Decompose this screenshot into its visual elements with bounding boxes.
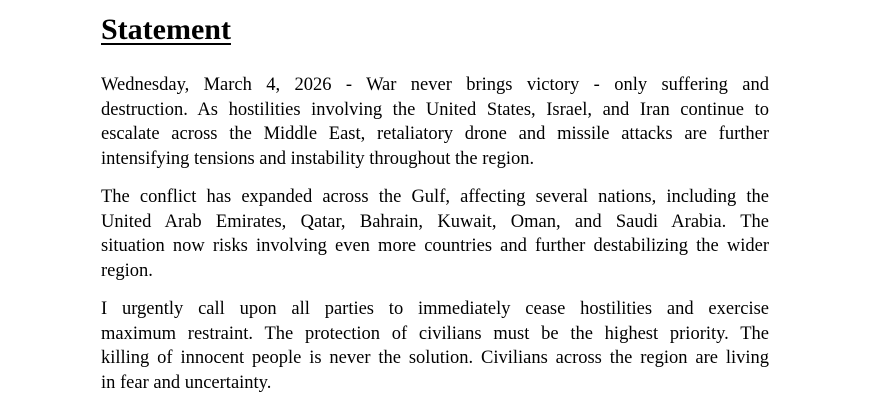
paragraph-line: destruction. As hostilities involving the United States, Israel, and Iran continue to [101, 99, 769, 120]
paragraph-line: region. [101, 260, 153, 281]
paragraph-3 [101, 297, 769, 395]
paragraph-2 [101, 185, 769, 283]
paragraph-line: United Arab Emirates, Qatar, Bahrain, Kuwait, Oman, and Saudi Arabia. The [101, 211, 769, 232]
paragraph-line: I urgently call upon all parties to immediately cease hostilities and exercise [101, 299, 769, 319]
document-title: Statement [101, 13, 231, 46]
paragraph-line: Wednesday, March 4, 2026 - War never brings victory - only suffering and [101, 75, 769, 95]
paragraph-line: situation now risks involving even more countries and further destabilizing the wider [101, 236, 769, 256]
paragraph-1 [101, 73, 769, 171]
paragraph-line: killing of innocent people is never the solution. Civilians across the region are living [101, 348, 769, 368]
paragraph-line: maximum restraint. The protection of civilians must be the highest priority. The [101, 323, 769, 344]
paragraph-line: in fear and uncertainty. [101, 372, 272, 393]
paragraph-line: The conflict has expanded across the Gulf, affecting several nations, including the [101, 187, 769, 207]
paragraph-line: escalate across the Middle East, retaliatory drone and missile attacks are further [101, 124, 769, 144]
paragraph-line: intensifying tensions and instability throughout the region. [101, 148, 535, 169]
